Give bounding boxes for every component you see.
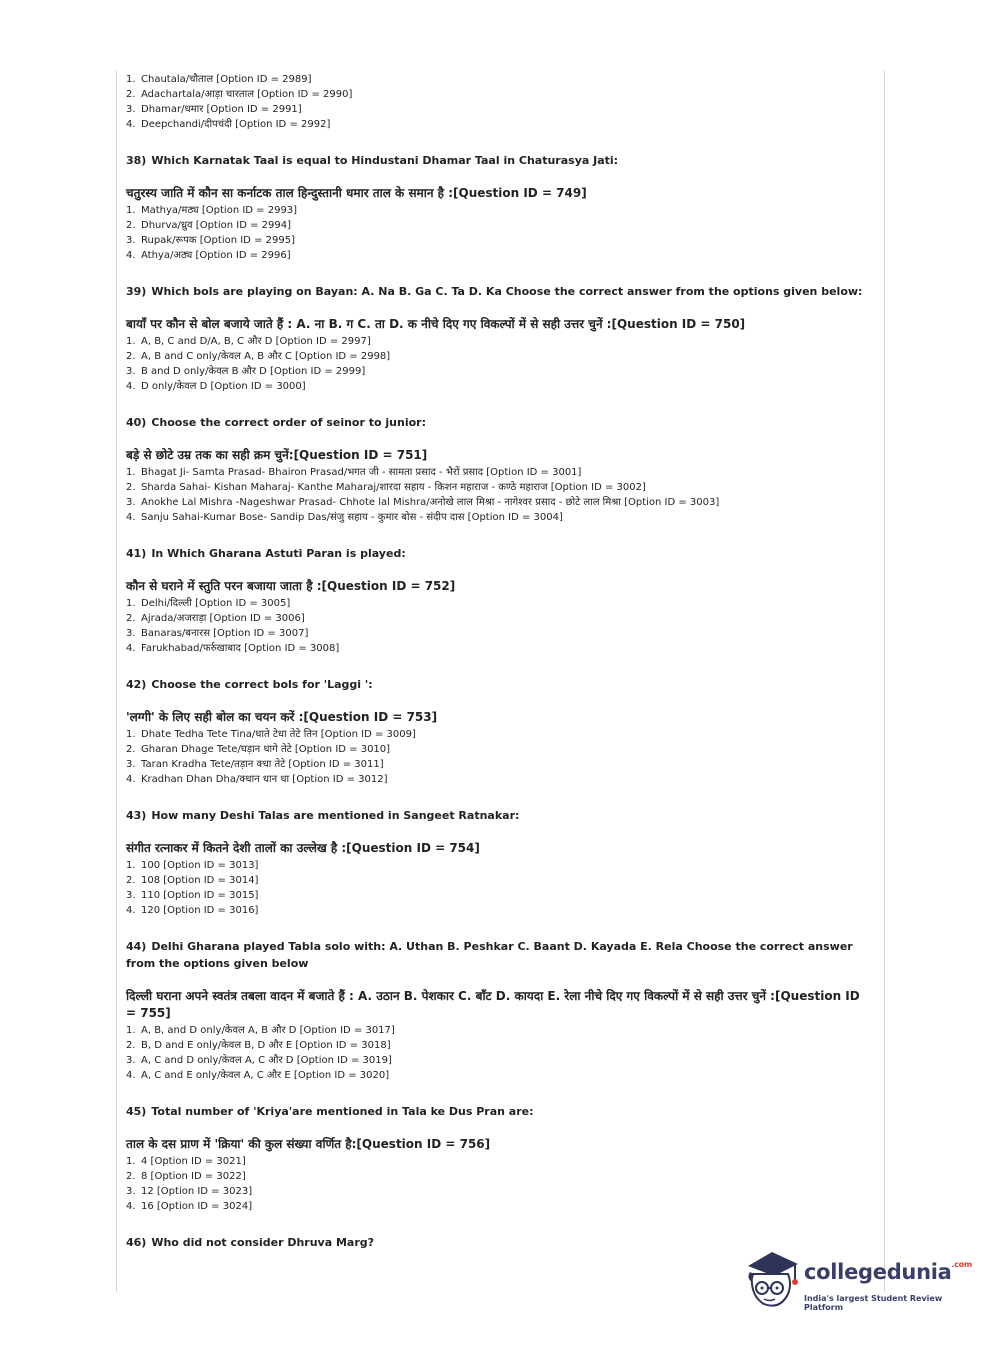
option-text: B, D and E only/केवल B, D और E [Option ID = 3018] — [141, 1040, 391, 1051]
question-block — [126, 152, 871, 263]
option-text: Mathya/मठ्य [Option ID = 2993] — [141, 205, 298, 216]
question-text-hindi: 'लग्गी' के लिए सही बोल का चयन करें :[Question ID = 753] — [126, 710, 438, 724]
list-item — [126, 349, 871, 364]
list-item — [126, 203, 871, 218]
option-text: Bhagat Ji- Samta Prasad- Bhairon Prasad/भगत जी - सामता प्रसाद - भैरों प्रसाद [Option ID = 3001] — [141, 467, 582, 478]
option-text: Dhate Tedha Tete Tina/धाते टेधा तेटे तिन [Option ID = 3009] — [141, 729, 416, 740]
option-text: 12 [Option ID = 3023] — [141, 1186, 253, 1197]
question-number: 46) — [126, 1236, 147, 1249]
option-text: Anokhe Lal Mishra -Nageshwar Prasad- Chhote lal Mishra/अनोखे लाल मिश्रा - नागेश्वर प्रसाद - छोटे लाल मिश्रा [Option ID = 3003] — [141, 497, 720, 508]
options-list — [126, 334, 871, 394]
option-number: 2. — [126, 482, 136, 493]
option-text: A, C and E only/केवल A, C और E [Option ID = 3020] — [141, 1070, 390, 1081]
list-item: 4. Deepchandi/दीपचंदी [Option ID = 2992] — [126, 119, 331, 130]
question-text-english — [126, 1103, 871, 1120]
page-border-right — [884, 70, 885, 1292]
question-number: 42) — [126, 678, 147, 691]
option-text: Banaras/बनारस [Option ID = 3007] — [141, 628, 309, 639]
option-number: 3. — [126, 366, 136, 377]
question-number: 39) — [126, 285, 147, 298]
option-number: 4. — [126, 643, 136, 654]
list-item — [126, 611, 871, 626]
option-text: 110 [Option ID = 3015] — [141, 890, 259, 901]
option-number: 2. — [126, 220, 136, 231]
options-list — [126, 465, 871, 525]
question-number: 44) — [126, 940, 147, 953]
option-text: 8 [Option ID = 3022] — [141, 1171, 246, 1182]
question-text: Choose the correct order of seinor to junior: — [151, 416, 426, 429]
option-number: 1. — [126, 729, 136, 740]
option-number: 1. — [126, 467, 136, 478]
option-number: 4. — [126, 1201, 136, 1212]
option-number: 2. — [126, 1040, 136, 1051]
question-text-english — [126, 414, 871, 431]
option-number: 4. — [126, 1070, 136, 1081]
questions-container — [126, 152, 871, 1251]
question-text: Delhi Gharana played Tabla solo with: A. Uthan B. Peshkar C. Baant D. Kayada E. Rela Choose the correct answer from the options given below — [126, 940, 853, 970]
option-text: 4 [Option ID = 3021] — [141, 1156, 246, 1167]
question-text-english — [126, 283, 871, 300]
list-item — [126, 596, 871, 611]
list-item — [126, 364, 871, 379]
option-text: D only/केवल D [Option ID = 3000] — [141, 381, 306, 392]
question-text-english — [126, 938, 871, 972]
logo-tagline: India's largest Student Review Platform — [804, 1294, 943, 1312]
option-text: B and D only/केवल B और D [Option ID = 2999] — [141, 366, 366, 377]
option-text: 120 [Option ID = 3016] — [141, 905, 259, 916]
question-paper — [126, 72, 871, 1251]
page-border-left — [116, 70, 117, 1292]
option-number: 3. — [126, 235, 136, 246]
list-item — [126, 1023, 871, 1038]
option-text: 108 [Option ID = 3014] — [141, 875, 259, 886]
list-item: 1. Chautala/चौताल [Option ID = 2989] — [126, 74, 312, 85]
question-block — [126, 938, 871, 1083]
option-number: 1. — [126, 598, 136, 609]
question-text: Which bols are playing on Bayan: A. Na B. Ga C. Ta D. Ka Choose the correct answer from the options given below: — [151, 285, 863, 298]
question-text: In Which Gharana Astuti Paran is played: — [151, 547, 406, 560]
option-number: 2. — [126, 875, 136, 886]
option-number: 2. — [126, 744, 136, 755]
option-number: 4. — [126, 512, 136, 523]
list-item — [126, 233, 871, 248]
option-text: Taran Kradha Tete/तड़ान क्धा तेटे [Option ID = 3011] — [141, 759, 384, 770]
question-text-english — [126, 545, 871, 562]
question-text: How many Deshi Talas are mentioned in Sangeet Ratnakar: — [151, 809, 520, 822]
logo-wordmark: collegedunia$^{.com}$ — [804, 1260, 972, 1284]
option-text: Sharda Sahai- Kishan Maharaj- Kanthe Maharaj/शारदा सहाय - किशन महाराज - कण्ठे महाराज [Option ID = 3002] — [141, 482, 646, 493]
question-block — [126, 545, 871, 656]
option-number: 1. — [126, 205, 136, 216]
option-number: 2. — [126, 613, 136, 624]
list-item — [126, 379, 871, 394]
question-block — [126, 807, 871, 918]
list-item — [126, 465, 871, 480]
question-number: 40) — [126, 416, 147, 429]
option-number: 3. — [126, 628, 136, 639]
list-item — [126, 1038, 871, 1053]
question-block — [126, 676, 871, 787]
option-number: 3. — [126, 759, 136, 770]
option-number: 1. — [126, 1156, 136, 1167]
list-item: 2. Adachartala/आड़ा चारताल [Option ID = 2990] — [126, 89, 353, 100]
option-number: 1. — [126, 860, 136, 871]
options-list — [126, 1154, 871, 1214]
question-number: 43) — [126, 809, 147, 822]
question-text-english — [126, 152, 871, 169]
option-number: 3. — [126, 497, 136, 508]
option-number: 4. — [126, 381, 136, 392]
option-text: 16 [Option ID = 3024] — [141, 1201, 253, 1212]
option-number: 1. — [126, 1025, 136, 1036]
option-text: Dhurva/ध्रुव [Option ID = 2994] — [141, 220, 291, 231]
question-block — [126, 283, 871, 394]
option-text: Kradhan Dhan Dha/क्धान धान धा [Option ID = 3012] — [141, 774, 388, 785]
option-number: 1. — [126, 336, 136, 347]
option-text: A, B, and D only/केवल A, B और D [Option ID = 3017] — [141, 1025, 395, 1036]
options-list — [126, 1023, 871, 1083]
question-block — [126, 414, 871, 525]
list-item — [126, 742, 871, 757]
list-item — [126, 334, 871, 349]
options-list — [126, 596, 871, 656]
option-text: Rupak/रूपक [Option ID = 2995] — [141, 235, 295, 246]
list-item — [126, 495, 871, 510]
option-number: 3. — [126, 1186, 136, 1197]
lead-options-list — [126, 72, 871, 132]
option-text: A, C and D only/केवल A, C और D [Option ID = 3019] — [141, 1055, 392, 1066]
option-text: Athya/अठ्य [Option ID = 2996] — [141, 250, 291, 261]
question-text-hindi: ताल के दस प्राण में 'क्रिया' की कुल संख्या वर्णित है:[Question ID = 756] — [126, 1137, 491, 1151]
question-text: Choose the correct bols for 'Laggi ': — [151, 678, 373, 691]
question-number: 45) — [126, 1105, 147, 1118]
list-item — [126, 1184, 871, 1199]
list-item — [126, 218, 871, 233]
list-item — [126, 1068, 871, 1083]
list-item — [126, 757, 871, 772]
list-item — [126, 510, 871, 525]
option-text: Delhi/दिल्ली [Option ID = 3005] — [141, 598, 291, 609]
list-item — [126, 858, 871, 873]
option-number: 2. — [126, 1171, 136, 1182]
list-item — [126, 626, 871, 641]
option-number: 3. — [126, 890, 136, 901]
options-list — [126, 203, 871, 263]
option-text: A, B and C only/केवल A, B और C [Option ID = 2998] — [141, 351, 391, 362]
option-text: Gharan Dhage Tete/घड़ान धागे तेटे [Option ID = 3010] — [141, 744, 391, 755]
list-item — [126, 248, 871, 263]
option-number: 4. — [126, 250, 136, 261]
list-item — [126, 873, 871, 888]
list-item — [126, 1053, 871, 1068]
option-text: 100 [Option ID = 3013] — [141, 860, 259, 871]
question-text-hindi: बड़े से छोटे उम्र तक का सही क्रम चुनें:[Question ID = 751] — [126, 448, 428, 462]
option-text: A, B, C and D/A, B, C और D [Option ID = 2997] — [141, 336, 371, 347]
question-text-english — [126, 807, 871, 824]
list-item — [126, 641, 871, 656]
list-item — [126, 1154, 871, 1169]
options-list — [126, 727, 871, 787]
collegedunia-logo — [742, 1248, 972, 1312]
question-text-hindi: बायाँ पर कौन से बोल बजाये जाते हैं : A. ना B. ग C. ता D. क नीचे दिए गए विकल्पों में से सही उत्तर चुनें :[Question ID = 750] — [126, 317, 746, 331]
question-text: Who did not consider Dhruva Marg? — [151, 1236, 375, 1249]
question-text: Which Karnatak Taal is equal to Hindustani Dhamar Taal in Chaturasya Jati: — [151, 154, 619, 167]
list-item — [126, 480, 871, 495]
list-item — [126, 772, 871, 787]
option-text: Ajrada/अजराड़ा [Option ID = 3006] — [141, 613, 305, 624]
option-number: 3. — [126, 1055, 136, 1066]
student-mascot-icon — [742, 1248, 802, 1312]
question-text-hindi: कौन से घराने में स्तुति परन बजाया जाता है :[Question ID = 752] — [126, 579, 456, 593]
option-text: Sanju Sahai-Kumar Bose- Sandip Das/संजु सहाय - कुमार बोस - संदीप दास [Option ID = 3004] — [141, 512, 563, 523]
question-block — [126, 1103, 871, 1214]
list-item — [126, 727, 871, 742]
list-item — [126, 903, 871, 918]
option-number: 4. — [126, 774, 136, 785]
options-list — [126, 858, 871, 918]
question-number: 38) — [126, 154, 147, 167]
list-item: 3. Dhamar/धमार [Option ID = 2991] — [126, 104, 302, 115]
option-number: 4. — [126, 905, 136, 916]
option-text: Farukhabad/फर्रुखाबाद [Option ID = 3008] — [141, 643, 340, 654]
question-text: Total number of 'Kriya'are mentioned in Tala ke Dus Pran are: — [151, 1105, 534, 1118]
question-text-hindi: चतुरस्य जाति में कौन सा कर्नाटक ताल हिन्दुस्तानी धमार ताल के समान है :[Question ID = 749] — [126, 186, 587, 200]
list-item — [126, 888, 871, 903]
option-number: 2. — [126, 351, 136, 362]
question-text-hindi: दिल्ली घराना अपने स्वतंत्र तबला वादन में बजाते हैं : A. उठान B. पेशकार C. बाँट D. कायदा E. रेला नीचे दिए गए विकल्पों में से सही उत्तर चुनें :[Question ID = 755] — [126, 989, 860, 1020]
list-item — [126, 1199, 871, 1214]
list-item — [126, 1169, 871, 1184]
question-text-hindi: संगीत रत्नाकर में कितने देशी तालों का उल्लेख है :[Question ID = 754] — [126, 841, 480, 855]
question-number: 41) — [126, 547, 147, 560]
question-text-english — [126, 676, 871, 693]
